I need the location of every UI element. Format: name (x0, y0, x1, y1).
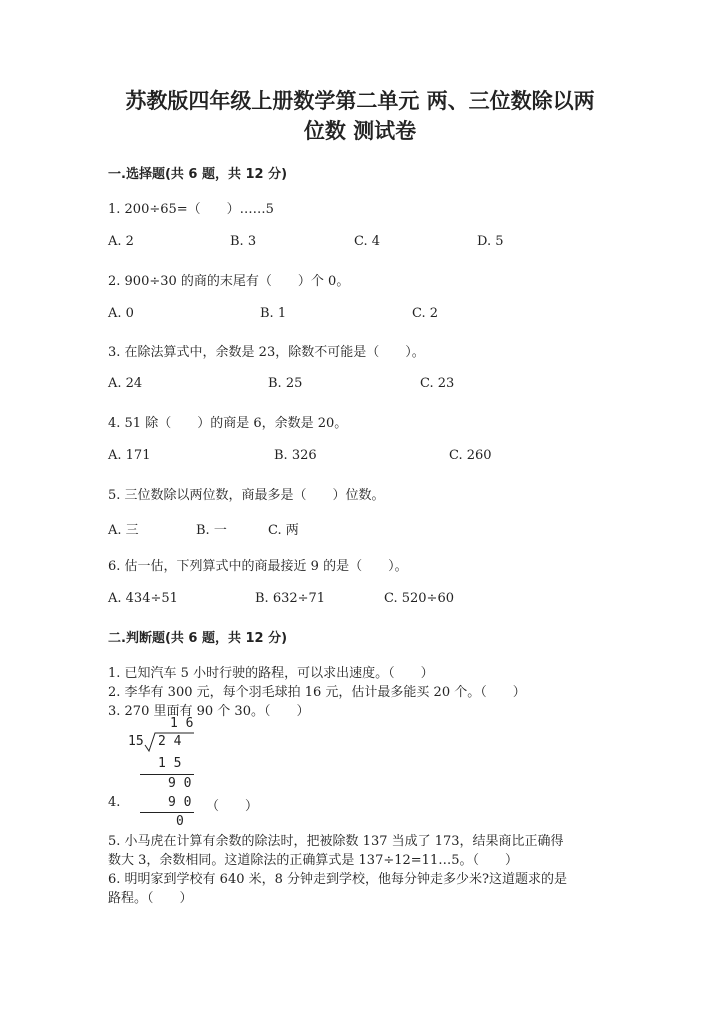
q6-option-c: C. 520÷60 (384, 591, 454, 606)
tf-question-4-label: 4. (108, 795, 121, 810)
ld-quotient: 1 6 (170, 716, 194, 731)
tf-question-5-line-1: 5. 小马虎在计算有余数的除法时，把被除数 137 当成了 173，结果商比正确得 (108, 834, 564, 849)
question-1: 1. 200÷65=（ ）……5 (108, 202, 274, 217)
q2-option-c: C. 2 (412, 306, 439, 321)
q5-option-a: A. 三 (108, 523, 139, 538)
q6-option-a: A. 434÷51 (108, 591, 178, 606)
question-2: 2. 900÷30 的商的末尾有（ ）个 0。 (108, 274, 350, 289)
ld-dividend: 2 4 (158, 734, 182, 749)
q1-option-c: C. 4 (354, 234, 381, 249)
q1-option-d: D. 5 (477, 234, 504, 249)
q4-option-a: A. 171 (108, 448, 151, 463)
section-heading-judgement: 二.判断题(共 6 题，共 12 分) (108, 631, 288, 646)
tf-question-3: 3. 270 里面有 90 个 30。（ ） (108, 704, 310, 719)
q4-option-c: C. 260 (449, 448, 492, 463)
question-4: 4. 51 除（ ）的商是 6，余数是 20。 (108, 416, 348, 431)
q3-option-b: B. 25 (268, 376, 303, 391)
q4-option-b: B. 326 (274, 448, 317, 463)
tf-question-6-line-1: 6. 明明家到学校有 640 米，8 分钟走到学校，他每分钟走多少米?这道题求的是 (108, 872, 567, 887)
question-3: 3. 在除法算式中，余数是 23，除数不可能是（ ）。 (108, 345, 425, 360)
question-6: 6. 估一估，下列算式中的商最接近 9 的是（ ）。 (108, 559, 408, 574)
q3-option-c: C. 23 (420, 376, 455, 391)
q6-option-b: B. 632÷71 (255, 591, 326, 606)
q5-option-c: C. 两 (268, 523, 299, 538)
tf-question-1: 1. 已知汽车 5 小时行驶的路程，可以求出速度。（ ） (108, 666, 434, 681)
title-line-2: 位数 测试卷 (303, 119, 417, 143)
q1-option-b: B. 3 (230, 234, 257, 249)
title-line-1: 苏教版四年级上册数学第二单元 两、三位数除以两 (125, 89, 595, 113)
question-5: 5. 三位数除以两位数，商最多是（ ）位数。 (108, 488, 385, 503)
ld-remainder: 0 (176, 814, 184, 829)
tf-question-6-line-2: 路程。（ ） (108, 891, 193, 906)
q3-option-a: A. 24 (108, 376, 143, 391)
ld-divisor: 15 (128, 734, 144, 749)
ld-step-2: 9 0 (168, 776, 192, 791)
ld-step-3: 9 0 (168, 795, 192, 810)
tf-question-4-blank: （ ） (206, 799, 259, 814)
q2-option-b: B. 1 (260, 306, 287, 321)
tf-question-2: 2. 李华有 300 元，每个羽毛球拍 16 元，估计最多能买 20 个。（ ） (108, 685, 526, 700)
ld-rule-1 (140, 774, 194, 775)
q5-option-b: B. 一 (196, 523, 227, 538)
q2-option-a: A. 0 (108, 306, 134, 321)
tf-question-5-line-2: 数大 3，余数相同。这道除法的正确算式是 137÷12=11…5。（ ） (108, 853, 518, 868)
ld-rule-2 (140, 812, 194, 813)
page-title (100, 86, 620, 146)
ld-step-1: 1 5 (158, 756, 182, 771)
section-heading-choice: 一.选择题(共 6 题，共 12 分) (108, 167, 288, 182)
q1-option-a: A. 2 (108, 234, 134, 249)
